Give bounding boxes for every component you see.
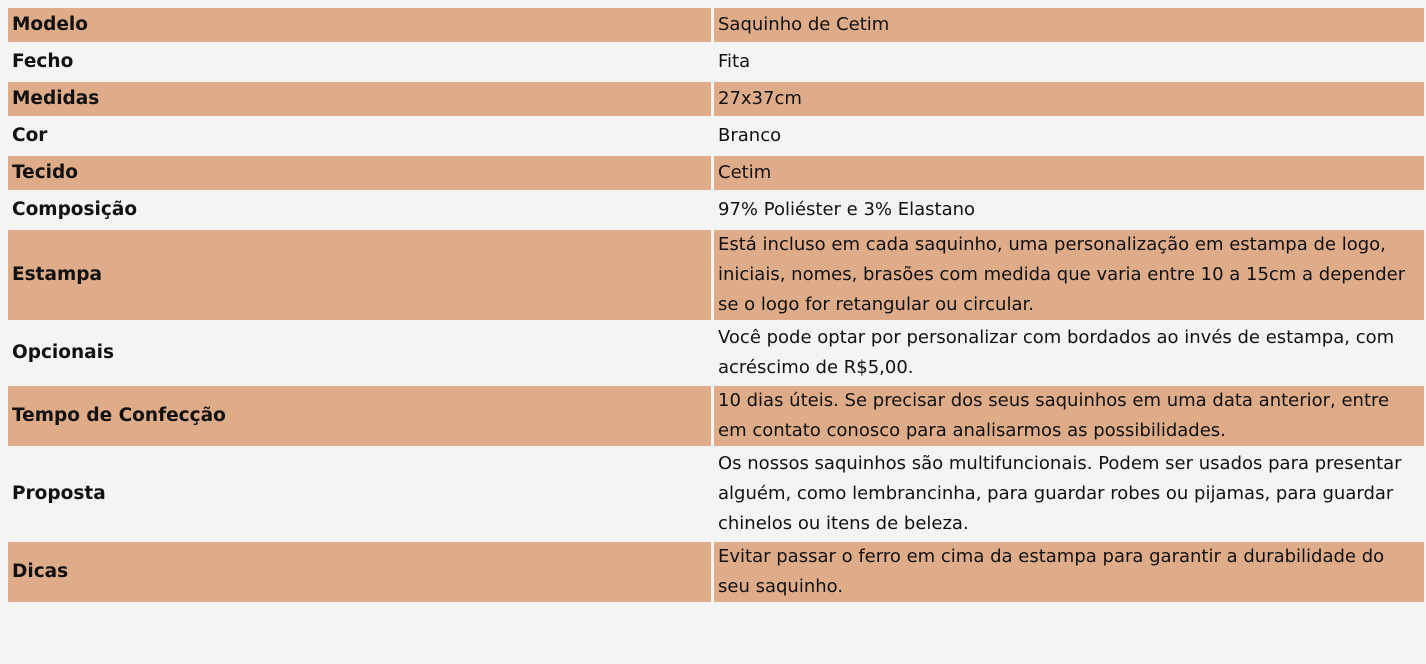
spec-label-modelo: Modelo [8,8,714,45]
spec-value-tecido: Cetim [714,156,1424,193]
spec-value-opcionais: Você pode optar por personalizar com bordados ao invés de estampa, com acréscimo de R$5,00. [714,323,1424,386]
table-row [8,156,1424,193]
spec-label-cor: Cor [8,119,714,156]
table-row [8,323,1424,386]
product-spec-table [8,8,1424,605]
spec-value-modelo: Saquinho de Cetim [714,8,1424,45]
spec-value-fecho: Fita [714,45,1424,82]
spec-label-proposta: Proposta [8,449,714,542]
spec-value-proposta: Os nossos saquinhos são multifuncionais. Podem ser usados para presentar alguém, como lembrancinha, para guardar robes ou pijamas, para guardar chinelos ou itens de beleza. [714,449,1424,542]
spec-value-composicao: 97% Poliéster e 3% Elastano [714,193,1424,230]
spec-label-opcionais: Opcionais [8,323,714,386]
spec-label-fecho: Fecho [8,45,714,82]
table-row [8,449,1424,542]
spec-label-tecido: Tecido [8,156,714,193]
table-row [8,542,1424,605]
table-row [8,193,1424,230]
spec-value-medidas: 27x37cm [714,82,1424,119]
spec-value-estampa: Está incluso em cada saquinho, uma personalização em estampa de logo, iniciais, nomes, brasões com medida que varia entre 10 a 15cm a depender se o logo for retangular ou circular. [714,230,1424,323]
spec-label-dicas: Dicas [8,542,714,605]
table-row [8,82,1424,119]
spec-label-composicao: Composição [8,193,714,230]
table-row [8,230,1424,323]
table-row [8,386,1424,449]
spec-value-cor: Branco [714,119,1424,156]
table-row [8,119,1424,156]
spec-value-dicas: Evitar passar o ferro em cima da estampa para garantir a durabilidade do seu saquinho. [714,542,1424,605]
spec-label-tempo-de-confeccao: Tempo de Confecção [8,386,714,449]
spec-label-estampa: Estampa [8,230,714,323]
spec-label-medidas: Medidas [8,82,714,119]
spec-value-tempo-de-confeccao: 10 dias úteis. Se precisar dos seus saquinhos em uma data anterior, entre em contato conosco para analisarmos as possibilidades. [714,386,1424,449]
table-row [8,45,1424,82]
table-row [8,8,1424,45]
